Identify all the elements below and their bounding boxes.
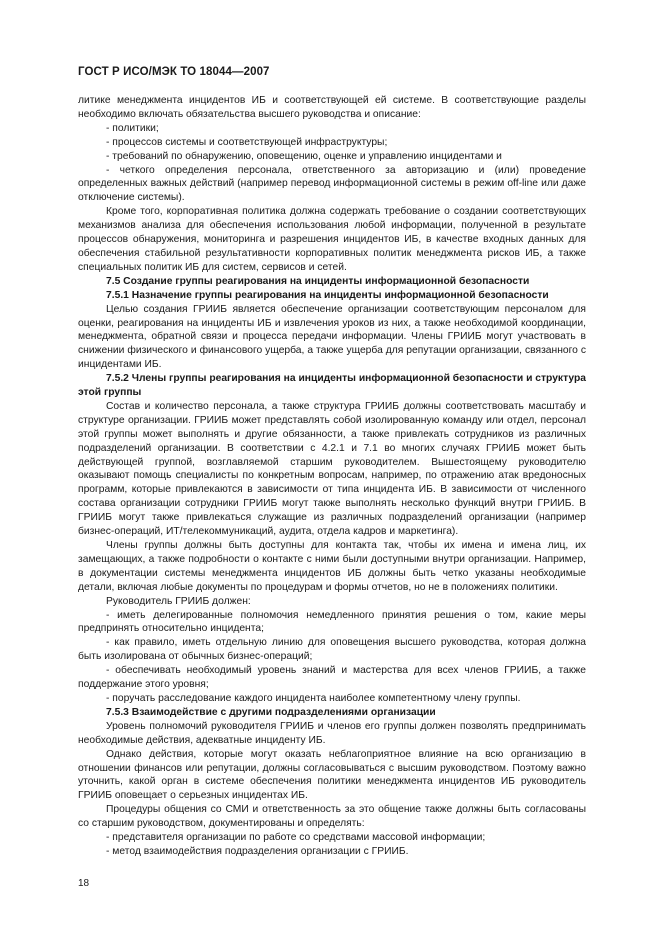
paragraph: литике менеджмента инцидентов ИБ и соответствующей ей системе. В соответствующие разделы необходимо включать обязательства высшего руководства и описание:	[78, 95, 586, 120]
section-heading-7-5: 7.5 Создание группы реагирования на инциденты информационной безопасности	[106, 275, 530, 287]
document-body	[78, 94, 586, 859]
section-heading-7-5-1: 7.5.1 Назначение группы реагирования на инциденты информационной безопасности	[106, 289, 549, 301]
list-item: - четкого определения персонала, ответственного за авторизацию и (или) проведение определенных важных действий (например перевод информационной системы в режим off-line или даже отключение системы).	[78, 164, 586, 204]
paragraph: Состав и количество персонала, а также структура ГРИИБ должны соответствовать масштабу и структуре организации. ГРИИБ может представлять собой изолированную команду или отдел, персонал этой группы может выполнять и другие обязанности, а также привлекать сотрудников из различных подразделений организации. В соответствии с 4.2.1 и 7.1 во многих случаях ГРИИБ может быть действующей группой, возглавляемой старшим руководителем. Вышестоящему руководителю оказывают помощь специалисты по конкретным вопросам, например, по отражению атак вредоносных программ, которые привлекаются в зависимости от типа инцидента ИБ. В зависимости от численного состава организации сотрудники ГРИИБ могут также выполнять несколько функций внутри ГРИИБ. В ГРИИБ могут также привлекаться служащие из различных подразделений организации (например бизнес-операций, ИТ/телекоммуникаций, аудита, отдела кадров и маркетинга).	[78, 400, 586, 538]
paragraph: Кроме того, корпоративная политика должна содержать требование о создании соответствующих механизмов анализа для обеспечения использования любой информации, полученной в результате процессов обнаружения, мониторинга и разрешения инцидентов ИБ, в качестве входных данных для обеспечения стабильной результативности корпоративных политик менеджмента рисков ИБ, а также специальных политик ИБ для систем, сервисов и сетей.	[78, 206, 586, 273]
paragraph: Члены группы должны быть доступны для контакта так, чтобы их имена и имена лиц, их замещающих, а также подробности о контакте с ними были доступными внутри организации. Например, в документации системы менеджмента инцидентов ИБ должны быть четко указаны необходимые детали, включая любые документы по процедурам и формы отчетов, но не в положениях политики.	[78, 540, 586, 593]
list-item: - представителя организации по работе со средствами массовой информации;	[106, 832, 486, 844]
section-heading-7-5-2: 7.5.2 Члены группы реагирования на инциденты информационной безопасности и структура этой группы	[78, 373, 586, 399]
paragraph: Процедуры общения со СМИ и ответственность за это общение также должны быть согласованы со старшим руководством, документированы и определять:	[78, 804, 586, 830]
list-item: - обеспечивать необходимый уровень знаний и мастерства для всех членов ГРИИБ, а также поддержание этого уровня;	[78, 665, 586, 691]
list-item: - требований по обнаружению, оповещению, оценке и управлению инцидентами и	[106, 150, 502, 162]
list-item: - поручать расследование каждого инцидента наиболее компетентному члену группы.	[106, 692, 521, 704]
list-item: - метод взаимодействия подразделения организации с ГРИИБ.	[106, 845, 409, 857]
list-item: - иметь делегированные полномочия немедленного принятия решения о том, какие меры предпринять относительно инцидента;	[78, 609, 586, 635]
page-header: ГОСТ Р ИСО/МЭК ТО 18044—2007	[78, 66, 270, 78]
paragraph: Руководитель ГРИИБ должен:	[106, 595, 251, 607]
paragraph: Однако действия, которые могут оказать неблагоприятное влияние на всю организацию в отношении финансов или репутации, должны согласовываться с высшим руководством. Поэтому важно уточнить, какой орган в системе обеспечения политики менеджмента инцидентов ИБ руководитель ГРИИБ оповещает о серьезных инцидентах ИБ.	[78, 748, 586, 802]
list-item: - процессов системы и соответствующей инфраструктуры;	[106, 136, 388, 148]
list-item: - как правило, иметь отдельную линию для оповещения высшего руководства, которая должна быть изолирована от обычных бизнес-операций;	[78, 637, 586, 663]
list-item: - политики;	[106, 122, 159, 134]
section-heading-7-5-3: 7.5.3 Взаимодействие с другими подразделениями организации	[106, 706, 436, 718]
paragraph: Уровень полномочий руководителя ГРИИБ и членов его группы должен позволять предпринимать необходимые действия, адекватные инциденту ИБ.	[78, 720, 586, 746]
page-number: 18	[78, 878, 90, 889]
paragraph: Целью создания ГРИИБ является обеспечение организации соответствующим персоналом для оценки, реагирования на инциденты ИБ и извлечения уроков из них, а также необходимой координации, менеджмента, обратной связи и процесса передачи информации. Члены ГРИИБ могут участвовать в снижении физического и финансового ущерба, а также ущерба для репутации организации, связанного с инцидентами ИБ.	[78, 303, 586, 371]
